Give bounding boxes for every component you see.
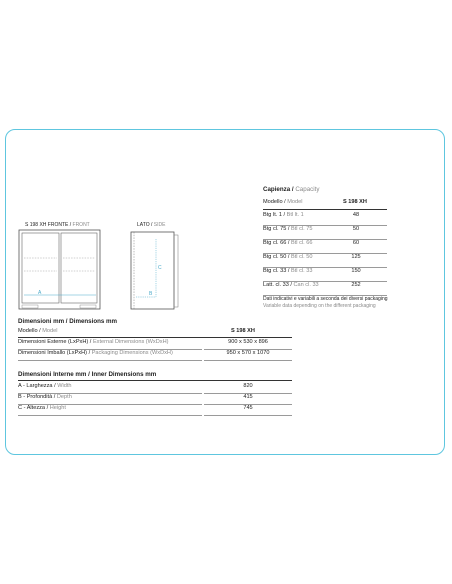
inner-title: Dimensioni Interne mm / Inner Dimensions mm <box>18 371 157 378</box>
capacity-row-label: Btg cl. 75 / Btl cl. 75 <box>263 226 313 232</box>
inner-header-rule-left <box>18 380 222 381</box>
side-view-drawing <box>126 229 186 313</box>
capacity-row-value: 50 <box>352 226 360 232</box>
capacity-row-value: 252 <box>351 282 361 288</box>
front-drawing-label: S 198 XH FRONTE / FRONT <box>25 222 90 228</box>
dimensions-row-value: 900 x 530 x 896 <box>228 339 268 345</box>
capacity-header-label: Modello / Model <box>263 199 303 205</box>
dimensions-row-rule <box>204 360 292 361</box>
inner-header-rule-right <box>204 380 292 381</box>
capacity-row-value: 60 <box>352 240 360 246</box>
dimensions-title: Dimensioni mm / Dimensions mm <box>18 318 118 325</box>
dimensions-header-label: Modello / Model <box>18 328 58 334</box>
dimensions-header-rule-right <box>204 337 292 338</box>
capacity-row-value: 150 <box>351 268 361 274</box>
capacity-row-value: 125 <box>351 254 361 260</box>
inner-row-value: 820 <box>243 383 253 389</box>
front-dim-a-label: A <box>38 290 42 296</box>
dimensions-row-rule <box>18 360 202 361</box>
dimensions-header-model: S 198 XH <box>231 328 255 334</box>
inner-row-label: A - Larghezza / Width <box>18 383 72 389</box>
side-dim-c-label: C <box>158 265 162 271</box>
capacity-note-it: Dati indicativi e variabili a seconda dei diversi packaging <box>263 296 388 302</box>
capacity-header-model: S 198 XH <box>343 199 367 205</box>
dimensions-header-rule-left <box>18 337 222 338</box>
inner-row-rule <box>204 415 292 416</box>
capacity-row-label: Btg lt. 1 / Btl lt. 1 <box>263 212 304 218</box>
dimensions-row-label: Dimensioni Esterne (LxPxH) / External Dimensions (WxDxH) <box>18 339 169 345</box>
inner-row-value: 745 <box>243 405 253 411</box>
front-view-drawing <box>18 229 102 313</box>
capacity-row-label: Latt. cl. 33 / Can cl. 33 <box>263 282 319 288</box>
inner-row-label: B - Profondità / Depth <box>18 394 72 400</box>
side-dim-b-label: B <box>149 291 153 297</box>
capacity-title: Capienza / Capacity <box>263 186 320 193</box>
capacity-note-en: Variable data depending on the different packaging <box>263 303 376 309</box>
capacity-row-label: Btg cl. 50 / Btl cl. 50 <box>263 254 313 260</box>
side-drawing-label: LATO / SIDE <box>137 222 166 228</box>
capacity-header-rule <box>263 209 387 210</box>
inner-row-rule <box>18 415 202 416</box>
capacity-row-value: 48 <box>352 212 360 218</box>
capacity-row-label: Btg cl. 66 / Btl cl. 66 <box>263 240 313 246</box>
capacity-row-label: Btg cl. 33 / Btl cl. 33 <box>263 268 313 274</box>
inner-row-value: 415 <box>243 394 253 400</box>
dimensions-row-value: 950 x 570 x 1070 <box>226 350 270 356</box>
inner-row-label: C - Altezza / Height <box>18 405 66 411</box>
dimensions-row-label: Dimensioni Imballo (LxPxH) / Packaging Dimensions (WxDxH) <box>18 350 173 356</box>
